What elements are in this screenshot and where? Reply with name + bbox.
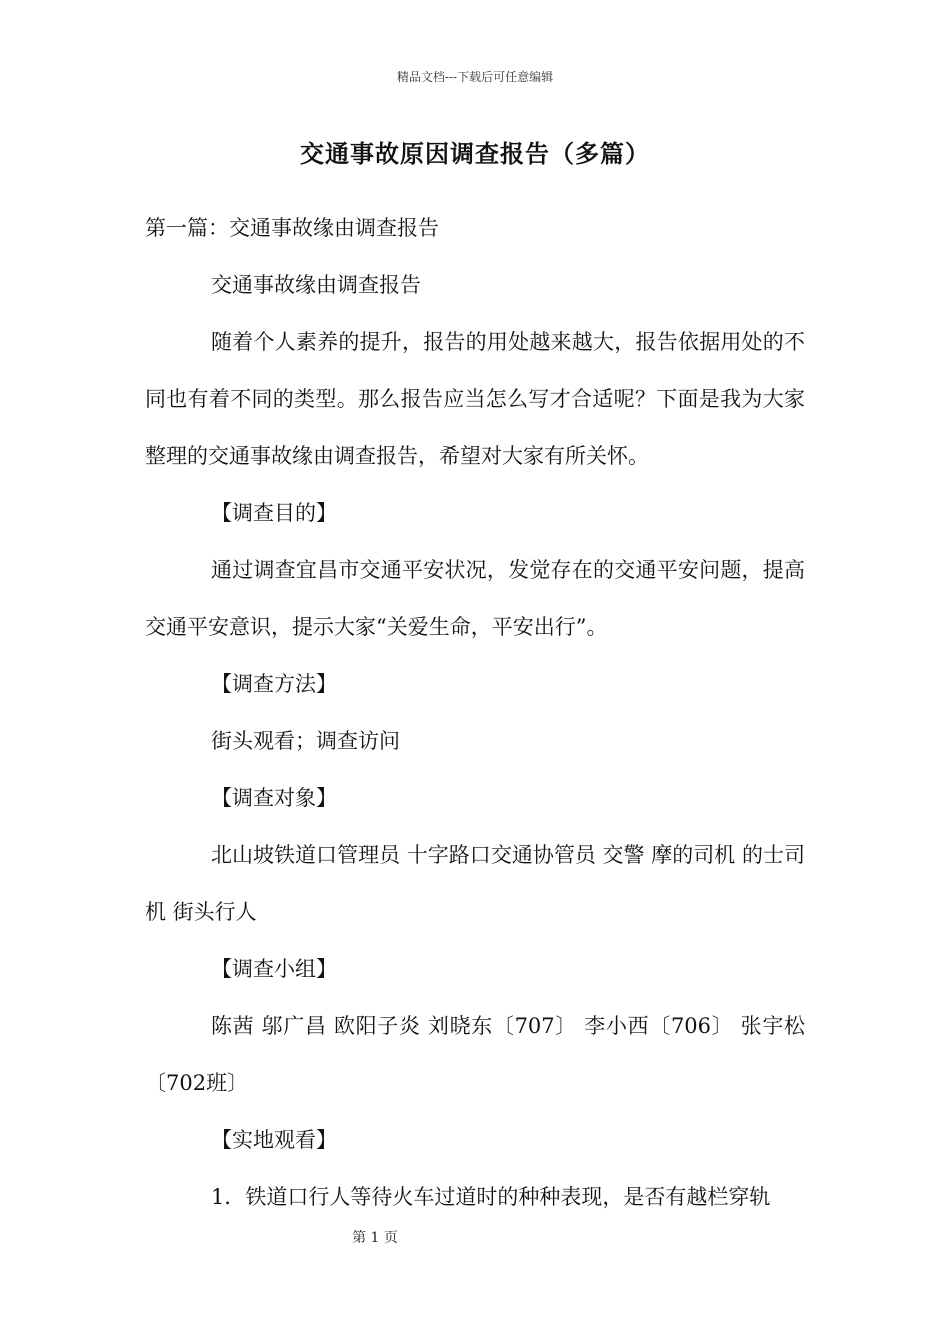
- section-heading-group: 【调查小组】: [211, 957, 337, 981]
- paragraph-5: 通过调查宜昌市交通平安状况，发觉存在的交通平安问题，提高交通平安意识，提示大家“关爱生命，平安出行”。: [145, 558, 805, 639]
- paragraph-9: 北山坡铁道口管理员 十字路口交通协管员 交警 摩的司机 的士司机 街头行人: [145, 843, 805, 924]
- document-title: 交通事故原因调查报告（多篇）: [300, 139, 650, 168]
- paragraph-13: 1．铁道口行人等待火车过道时的种种表现，是否有越栏穿轨: [211, 1185, 771, 1209]
- paragraph-11: 陈茜 邬广昌 欧阳子炎 刘晓东〔707〕 李小西〔706〕 张宇松〔702班〕: [145, 1014, 805, 1095]
- paragraph-2: 交通事故缘由调查报告: [211, 273, 421, 297]
- paragraph-7: 街头观看；调查访问: [211, 729, 400, 753]
- paragraph-3: 随着个人素养的提升，报告的用处越来越大，报告依据用处的不同也有着不同的类型。那么报告应当怎么写才合适呢？下面是我为大家整理的交通事故缘由调查报告，希望对大家有所关怀。: [145, 330, 805, 468]
- document-body: [145, 200, 805, 1226]
- paragraph-1: 第一篇：交通事故缘由调查报告: [145, 216, 439, 240]
- section-heading-observation: 【实地观看】: [211, 1128, 337, 1152]
- section-heading-purpose: 【调查目的】: [211, 501, 337, 525]
- page-footer: 第 1 页: [352, 1230, 398, 1246]
- section-heading-subjects: 【调查对象】: [211, 786, 337, 810]
- page-header: 精品文档---下载后可任意编辑: [396, 70, 554, 84]
- section-heading-method: 【调查方法】: [211, 672, 337, 696]
